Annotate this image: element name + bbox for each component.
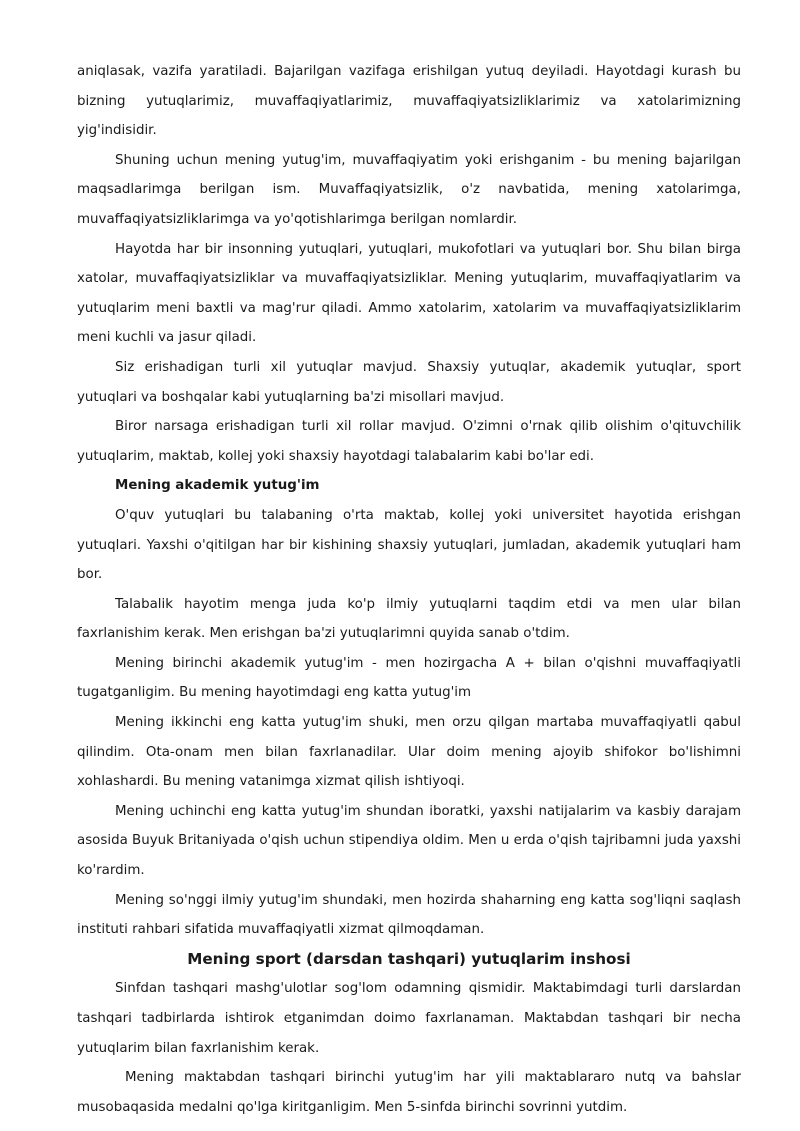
paragraph-third-academic: Mening uchinchi eng katta yutug'im shundan iboratki, yaxshi natijalarim va kasbiy darajam asosida Buyuk Britaniyada o'qish uchun stipendiya oldim. Men u erda o'qish tajribamni juda yaxshi ko'rardim. [77,803,741,879]
paragraph-latest-academic: Mening so'nggi ilmiy yutug'im shundaki, men hozirda shaharning eng katta sog'liqni saqlash instituti rahbari sifatida muvaffaqiyatli xizmat qilmoqdaman. [77,892,741,938]
paragraph-roles: Biror narsaga erishadigan turli xil rollar mavjud. O'zimni o'rnak qilib olishim o'qituvchilik yutuqlarim, maktab, kollej yoki shaxsiy hayotdagi talabalarim kabi bo'lar edi. [77,419,741,464]
paragraph-intro-continuation: aniqlasak, vazifa yaratiladi. Bajarilgan vazifaga erishilgan yutuq deyiladi. Hayotdagi kurash bu bizning yutuqlarimiz, muvaffaqiyatlarimiz, muvaffaqiyatsizliklarimiz va xatolarimizning yig'indisidir. [77,64,741,139]
paragraph-extracurricular: Sinfdan tashqari mashg'ulotlar sog'lom odamning qismidir. Maktabimdagi turli darslardan tashqari tadbirlarda ishtirok etganimdan doimo faxrlanaman. Maktabdan tashqari bir necha yutuqlarim bilan faxrlanishim kerak. [77,981,741,1056]
paragraph-achievement-types: Siz erishadigan turli xil yutuqlar mavjud. Shaxsiy yutuqlar, akademik yutuqlar, sport yutuqlari va boshqalar kabi yutuqlarning ba'zi misollari mavjud. [77,359,741,405]
paragraph-student-life: Talabalik hayotim menga juda ko'p ilmiy yutuqlarni taqdim etdi va men ular bilan faxrlanishim kerak. Men erishgan ba'zi yutuqlarimni quyida sanab o'tdim. [77,596,741,642]
document-page [77,57,741,1122]
subheading-academic: Mening akademik yutug'im [115,478,320,494]
paragraph-achievement-definition: Shuning uchun mening yutug'im, muvaffaqiyatim yoki erishganim - bu mening bajarilgan maqsadlarimga berilgan ism. Muvaffaqiyatsizlik, o'z navbatida, mening xatolarimga, muvaffaqiyatsizliklarimga va yo'qotishlarimga berilgan nomlardir. [77,152,741,227]
paragraph-academic-definition: O'quv yutuqlari bu talabaning o'rta maktab, kollej yoki universitet hayotida erishgan yutuqlari. Yaxshi o'qitilgan har bir kishining shaxsiy yutuqlari, jumladan, akademik yutuqlari ham bor. [77,507,741,583]
paragraph-first-academic: Mening birinchi akademik yutug'im - men hozirgacha A + bilan o'qishni muvaffaqiyatli tugatganligim. Bu mening hayotimdagi eng katta yutug'im [77,655,741,701]
paragraph-second-academic: Mening ikkinchi eng katta yutug'im shuki, men orzu qilgan martaba muvaffaqiyatli qabul qilindim. Ota-onam men bilan faxrlanadilar. Ular doim mening ajoyib shifokor bo'lishimni xohlashardi. Bu mening vatanimga xizmat qilish ishtiyoqi. [77,715,741,790]
paragraph-first-extracurricular: Mening maktabdan tashqari birinchi yutug'im har yili maktablararo nutq va bahslar musobaqasida medalni qo'lga kiritganligim. Men 5-sinfda birinchi sovrinni yutdim. [77,1070,741,1115]
heading-sport: Mening sport (darsdan tashqari) yutuqlarim inshosi [187,949,631,968]
paragraph-life-achievements: Hayotda har bir insonning yutuqlari, yutuqlari, mukofotlari va yutuqlari bor. Shu bilan birga xatolar, muvaffaqiyatsizliklar va muvaffaqiyatsizliklar. Mening yutuqlarim, muvaffaqiyatlarim va yutuqlarim meni baxtli va mag'rur qiladi. Ammo xatolarim, xatolarim va muvaffaqiyatsizliklarim meni kuchli va jasur qiladi. [77,241,741,346]
